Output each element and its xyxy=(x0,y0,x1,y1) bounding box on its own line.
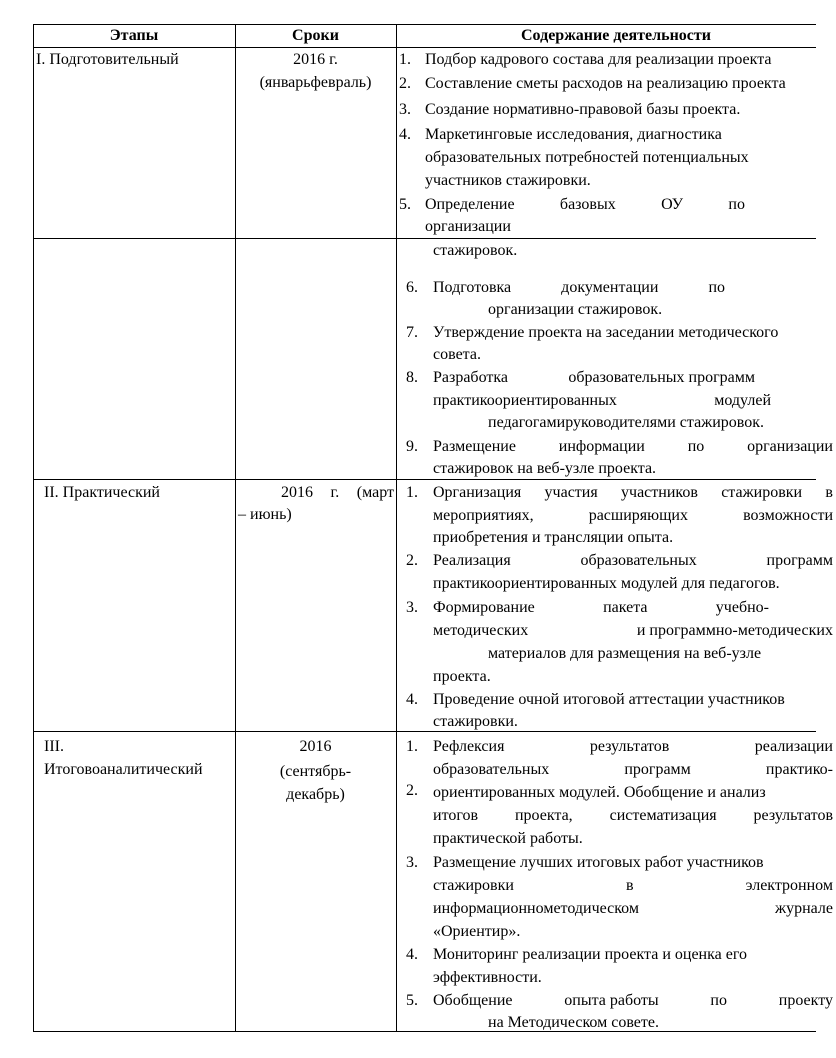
term: 2016 xyxy=(299,738,332,755)
list-number: 3. xyxy=(406,854,418,871)
stage-name: I. Подготовительный xyxy=(36,51,179,68)
list-number: 5. xyxy=(406,992,418,1009)
list-item: участников стажировки. xyxy=(425,172,591,189)
list-item: Маркетинговые исследования, диагностика xyxy=(425,126,722,143)
header-content: Содержание деятельности xyxy=(521,27,711,44)
list-item: методических и программно-методических xyxy=(433,622,833,639)
list-item: Рефлексия результатов реализации xyxy=(433,738,833,755)
list-item: Обобщение опыта работы по проекту xyxy=(433,992,833,1009)
list-item: Мониторинг реализации проекта и оценка его xyxy=(433,946,748,963)
list-number: 9. xyxy=(406,438,418,455)
list-number: 2. xyxy=(406,552,418,569)
list-item: практикоориентированных модулей xyxy=(433,392,771,409)
list-item: стажировки. xyxy=(433,713,518,730)
list-number: 4. xyxy=(399,126,411,143)
list-item: практической работы. xyxy=(433,830,583,847)
list-item: «Ориентир». xyxy=(433,923,521,940)
list-item: Подбор кадрового состава для реализации проекта xyxy=(425,51,772,68)
stage-name: II. Практический xyxy=(44,484,160,501)
list-item: Формирование пакета учебно- xyxy=(433,599,769,616)
list-number: 3. xyxy=(399,101,411,118)
list-item: стажировок. xyxy=(433,242,518,259)
word: Определение xyxy=(425,196,515,213)
list-number: 2. xyxy=(399,75,411,92)
list-item: педагогамируководителями стажировок. xyxy=(488,414,764,431)
list-item: практикоориентированных модулей для педагогов. xyxy=(433,575,780,592)
word: ОУ xyxy=(661,196,684,213)
list-item: стажировки в электронном xyxy=(433,877,833,894)
list-number: 1. xyxy=(406,738,418,755)
term: декабрь) xyxy=(286,786,345,803)
list-item: Проведение очной итоговой аттестации участников xyxy=(433,691,785,708)
list-item: Составление сметы расходов на реализацию проекта xyxy=(425,75,786,92)
header-term: Сроки xyxy=(292,27,339,44)
list-item: Разработка образовательных программ xyxy=(433,369,755,386)
list-item xyxy=(425,194,745,216)
list-number: 1. xyxy=(399,51,411,68)
list-number: 1. xyxy=(406,484,418,501)
list-number: 6. xyxy=(406,279,418,296)
list-item: итогов проекта, систематизация результатов xyxy=(433,807,833,824)
term: (сентябрь- xyxy=(279,763,352,780)
term: (январьфевраль) xyxy=(259,74,372,91)
word: по xyxy=(728,196,745,213)
list-number: 2. xyxy=(406,782,418,799)
list-item: образовательных программ практико- xyxy=(433,761,833,778)
list-number: 7. xyxy=(406,324,418,341)
list-number: 3. xyxy=(406,599,418,616)
term: 2016 г. (март xyxy=(281,484,394,501)
header-stage: Этапы xyxy=(109,27,159,44)
stage-name: Итоговоаналитический xyxy=(44,761,203,778)
list-number: 8. xyxy=(406,369,418,386)
list-number: 4. xyxy=(406,946,418,963)
list-number: 4. xyxy=(406,691,418,708)
list-item: эффективности. xyxy=(433,969,542,986)
list-item: Утверждение проекта на заседании методического xyxy=(433,324,779,341)
list-item: Размещение лучших итоговых работ участников xyxy=(433,854,764,871)
list-item: на Методическом совете. xyxy=(488,1014,659,1031)
list-number: 5. xyxy=(399,196,411,213)
word: базовых xyxy=(559,196,616,213)
list-item: информационнометодическом журнале xyxy=(433,900,833,917)
list-item: Организация участия участников стажировки в xyxy=(433,484,833,501)
term: 2016 г. xyxy=(293,51,338,68)
list-item: приобретения и трансляции опыта. xyxy=(433,529,674,546)
list-item: материалов для размещения на веб-узле xyxy=(488,645,762,662)
list-item: стажировок на веб-узле проекта. xyxy=(433,460,657,477)
list-item: организации стажировок. xyxy=(488,301,663,318)
list-item: Создание нормативно-правовой базы проекта. xyxy=(425,101,741,118)
list-item: мероприятиях, расширяющих возможности xyxy=(433,507,833,524)
list-item: проекта. xyxy=(433,668,491,685)
list-item: Подготовка документации по xyxy=(433,279,725,296)
list-item: совета. xyxy=(433,346,481,363)
list-item: образовательных потребностей потенциальных xyxy=(425,149,749,166)
stage-name: III. xyxy=(44,738,64,755)
list-item: Реализация образовательных программ xyxy=(433,552,833,569)
list-item: Размещение информации по организации xyxy=(433,438,833,455)
list-item: организации xyxy=(425,218,511,235)
list-item: ориентированных модулей. Обобщение и анализ xyxy=(433,784,766,801)
term: – июнь) xyxy=(238,506,292,523)
